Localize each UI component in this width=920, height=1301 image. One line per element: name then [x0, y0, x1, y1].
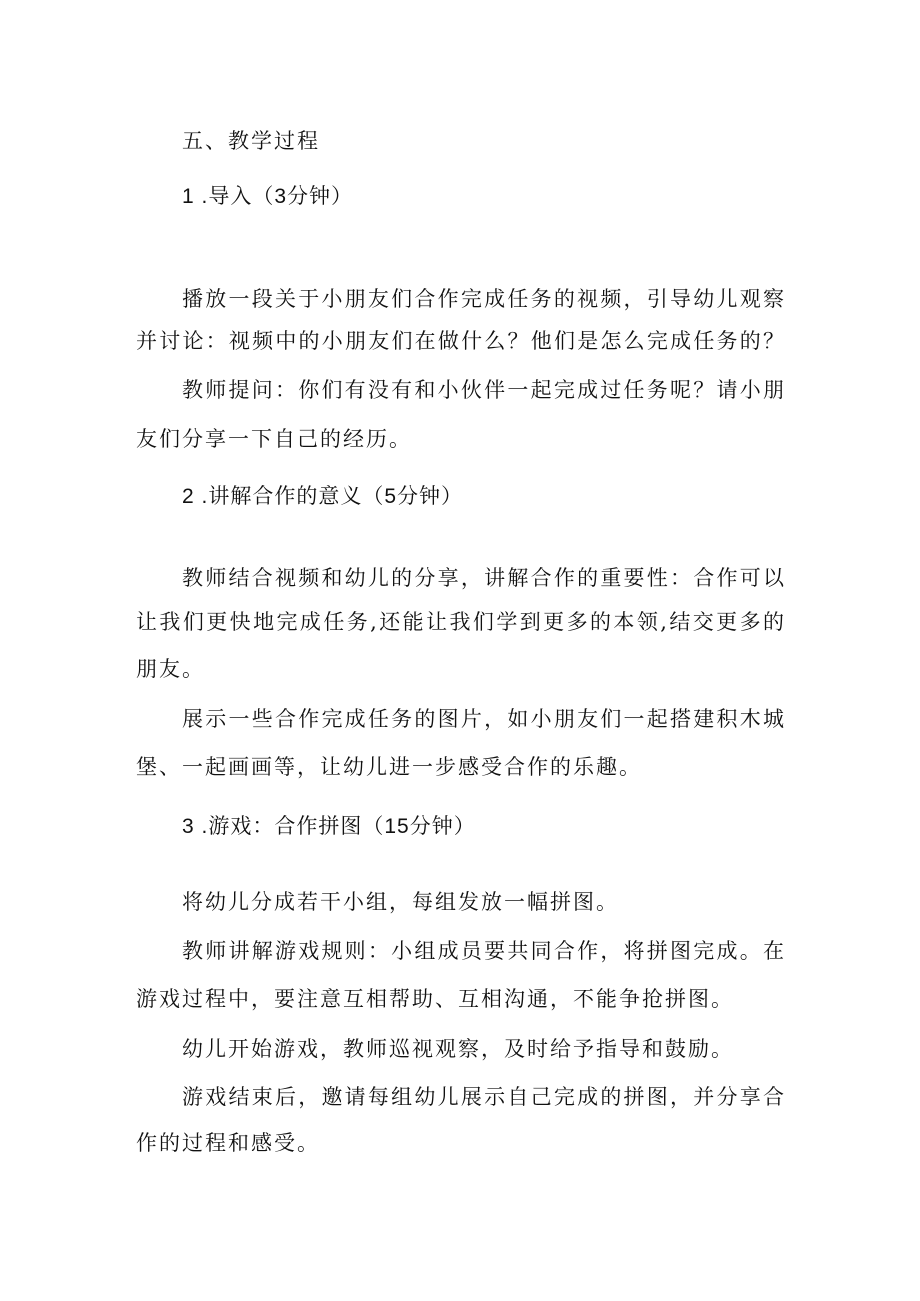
step1-paragraph1-line1: 播放一段关于小朋友们合作完成任务的视频，引导幼儿观察: [182, 287, 786, 311]
step3-paragraph2-line1: 教师讲解游戏规则：小组成员要共同合作，将拼图完成。在: [182, 939, 786, 963]
step2-paragraph1-line1: 教师结合视频和幼儿的分享，讲解合作的重要性：合作可以: [182, 566, 786, 590]
step2-paragraph1-line2: 让我们更快地完成任务,还能让我们学到更多的本领,结交更多的: [136, 610, 786, 634]
step1-paragraph1-line2: 并讨论：视频中的小朋友们在做什么？他们是怎么完成任务的？: [136, 329, 786, 353]
step2-paragraph2-line2: 堡、一起画画等，让幼儿进一步感受合作的乐趣。: [136, 755, 642, 779]
step3-paragraph4-line1: 游戏结束后，邀请每组幼儿展示自己完成的拼图，并分享合: [182, 1085, 786, 1109]
step2-title: 2 .讲解合作的意义（5分钟）: [182, 485, 464, 508]
step3-paragraph2-line2: 游戏过程中，要注意互相帮助、互相沟通，不能争抢拼图。: [136, 987, 734, 1011]
section-title: 五、教学过程: [182, 129, 320, 153]
step1-paragraph2-line1: 教师提问：你们有没有和小伙伴一起完成过任务呢？请小朋: [182, 378, 786, 402]
step2-paragraph2-line1: 展示一些合作完成任务的图片，如小朋友们一起搭建积木城: [182, 707, 786, 731]
step2-paragraph1-line3: 朋友。: [136, 657, 205, 681]
step3-paragraph3-line1: 幼儿开始游戏，教师巡视观察，及时给予指导和鼓励。: [182, 1037, 734, 1061]
step3-paragraph4-line2: 作的过程和感受。: [136, 1131, 320, 1155]
step1-title: 1 .导入（3分钟）: [182, 185, 354, 208]
step1-paragraph2-line2: 友们分享一下自己的经历。: [136, 427, 412, 451]
step3-title: 3 .游戏：合作拼图（15分钟）: [182, 815, 476, 838]
step3-paragraph1-line1: 将幼儿分成若干小组，每组发放一幅拼图。: [182, 890, 619, 914]
